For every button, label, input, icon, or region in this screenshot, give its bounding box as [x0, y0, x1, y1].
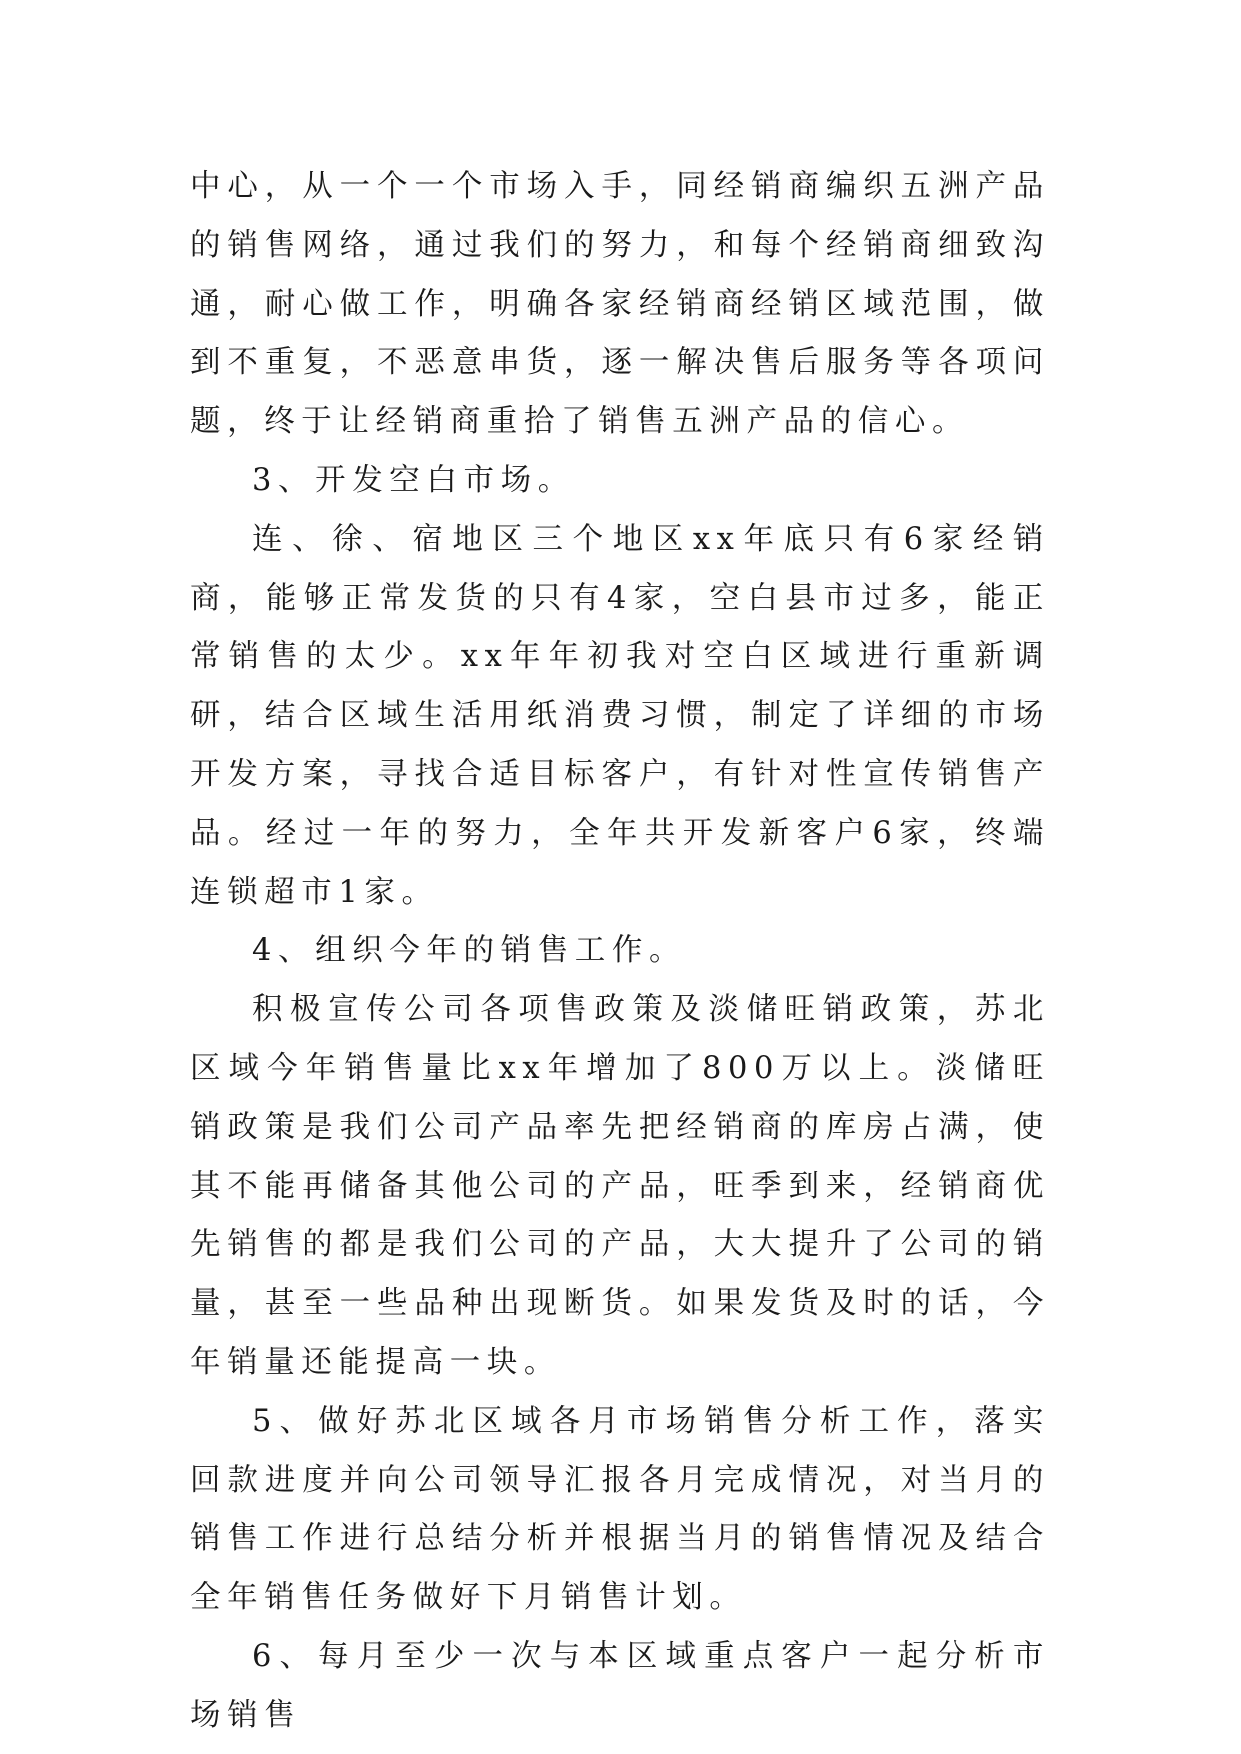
paragraph-item-6: 6、每月至少一次与本区域重点客户一起分析市场销售: [190, 1638, 1050, 1733]
body-text: [190, 158, 1050, 1746]
paragraph-item-5: 5、做好苏北区域各月市场销售分析工作，落实回款进度并向公司领导汇报各月完成情况，对当月的销售工作进行总结分析并根据当月的销售情况及结合全年销售任务做好下月销售计划。: [190, 1403, 1050, 1616]
heading-item-4: 4、组织今年的销售工作。: [252, 933, 687, 969]
paragraph-item-3: 连、徐、宿地区三个地区xx年底只有6家经销商，能够正常发货的只有4家，空白县市过多，能正常销售的太少。xx年年初我对空白区域进行重新调研，结合区域生活用纸消费习惯，制定了详细的市场开发方案，寻找合适目标客户，有针对性宣传销售产品。经过一年的努力，全年共开发新客户6家，终端连锁超市1家。: [190, 521, 1050, 910]
paragraph-item-4: 积极宣传公司各项售政策及淡储旺销政策，苏北区域今年销售量比xx年增加了800万以上。淡储旺销政策是我们公司产品率先把经销商的库房占满，使其不能再储备其他公司的产品，旺季到来，经销商优先销售的都是我们公司的产品，大大提升了公司的销量，甚至一些品种出现断货。如果发货及时的话，今年销量还能提高一块。: [190, 992, 1050, 1380]
paragraph-continuation: 中心，从一个一个市场入手，同经销商编织五洲产品的销售网络，通过我们的努力，和每个经销商细致沟通，耐心做工作，明确各家经销商经销区域范围，做到不重复，不恶意串货，逐一解决售后服务等各项问题，终于让经销商重拾了销售五洲产品的信心。: [190, 169, 1050, 440]
heading-item-3: 3、开发空白市场。: [252, 462, 575, 498]
